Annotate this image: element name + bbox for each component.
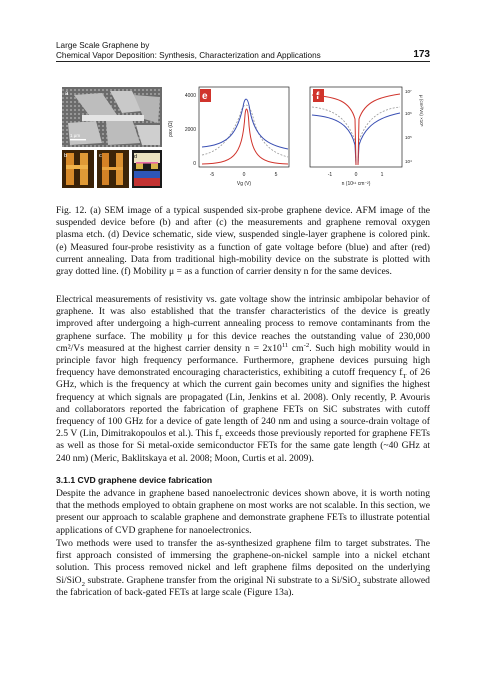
- para3-subscript-2: 2: [357, 580, 361, 588]
- plot-e-ylabel: ρxx (Ω): [168, 120, 174, 137]
- header-title-line2: Chemical Vapor Deposition: Synthesis, Characterization and Applications: [56, 51, 321, 60]
- scale-bar-label: 1 μm: [70, 133, 81, 138]
- header-title-line1: Large Scale Graphene by: [56, 41, 150, 50]
- afm-image-panel-c: [97, 150, 129, 188]
- plot-f-ytick-1: 10⁶: [405, 111, 412, 116]
- para1-exponent-2: -2: [303, 341, 310, 349]
- para1-subscript-2: T: [218, 434, 223, 442]
- plot-f-ylabel: μ (cm²/Vs) ×10⁵: [419, 95, 424, 127]
- plot-f-ytick-0: 10⁷: [405, 89, 412, 94]
- para1-text-d: of 26 GHz, which is the frequency at which the current gain becomes unity and signifies the highest frequency at which signals are propagated (Lin, Jenkins et al. 2008). Only recently, P. Avouris and collaborators reported the fabrication of graphene FETs on SiC substrates with cutoff frequency of 100 GHz for a device of gate length of 240 nm and using a source-drain voltage of 2.5 V (Lin, Dimitrakopoulos et al.). This f: [56, 367, 430, 440]
- para1-exponent-1: 11: [281, 341, 289, 349]
- sem-label-d: d: [134, 154, 138, 160]
- plot-e-xtick-0: 0: [242, 172, 246, 178]
- body-paragraph-2: Despite the advance in graphene based nanoelectronic devices shown above, it is worth noting that the methods employed to obtain graphene on most works are not scalable. In this section, we present our approach to scalable graphene and demonstrate graphene FETs to illustrate potential applications of CVD graphene for nanoelectronics.: [56, 488, 430, 536]
- plot-e-xtick-5: 5: [274, 172, 278, 178]
- header-rule: [56, 61, 430, 62]
- plot-e-curve-before: [202, 99, 288, 149]
- running-header: [56, 41, 430, 61]
- sem-label-b: b: [64, 153, 68, 159]
- body-paragraph-1: [56, 294, 430, 465]
- page-number: 173: [413, 49, 430, 60]
- sem-label-a: a: [65, 91, 69, 97]
- plot-e-resistivity: [168, 87, 289, 187]
- panel-label-e: e: [202, 91, 208, 102]
- figure-caption: Fig. 12. (a) SEM image of a typical suspended six-probe graphene device. AFM image of the suspended device before (b) and after (c) the measurements and graphene removal oxygen plasma etch. (d) Device schematic, side view, suspended single-layer graphene is colored pink. (e) Measured four-probe resistivity as a function of gate voltage before (blue) and after (red) current annealing. Data from traditional high-mobility device on the substrate is plotted with gray dotted line. (f) Mobility μ = as a function of carrier density n for the same devices.: [56, 205, 430, 278]
- figure-12: [62, 85, 434, 193]
- para3-text-c: substrate allowed the fabrication of back-gated FETs at large scale (Figure 13a).: [56, 574, 430, 598]
- para1-text-e: exceeds those previously reported for graphene FETs as well as those for Si metal-oxide semiconductor FETs for the same gate length (~40 GHz at 240 nm) (Meric, Baklitskaya et al. 2008; Moon, Curtis et al. 2009).: [56, 428, 430, 464]
- plot-e-ytick-2000: 2000: [184, 127, 196, 133]
- plot-f-ytick-3: 10⁴: [405, 159, 412, 164]
- plot-e-curve-after: [202, 109, 288, 164]
- plot-e-xlabel: Vg (V): [236, 181, 252, 187]
- para1-subscript-1: T: [402, 373, 407, 381]
- para1-text-c: . Such high mobility would in principle favor high frequency performance. Furthermore, graphene devices pursuing high frequency have demonstrated encouraging characteristics, exhibiting a cutoff frequency f: [56, 342, 430, 379]
- para3-text-b: substrate. Graphene transfer from the original Ni substrate to a Si/SiO: [84, 574, 358, 586]
- para3-text-a: Two methods were used to transfer the as-synthesized graphene film to target substrates. The first approach consisted of immersing the graphene-on-nickel sample into a nickel etchant solution. This process removed nickel and left graphene films deposited on the underlying Si/SiO: [56, 538, 430, 586]
- plot-e-ytick-4000: 4000: [184, 93, 196, 99]
- body-paragraph-3: [56, 538, 430, 599]
- plot-f-xlabel: n (10¹¹ cm⁻²): [341, 181, 371, 187]
- para1-text-b: cm: [288, 342, 304, 354]
- plot-f-xtick-1: 1: [380, 172, 384, 178]
- sem-image-panel-a: [62, 87, 162, 147]
- sem-label-c: c: [99, 153, 102, 159]
- plot-e-ytick-0: 0: [193, 161, 196, 167]
- panel-label-f: f: [316, 91, 320, 102]
- afm-image-panel-b: [62, 150, 94, 188]
- plot-f-ytick-2: 10⁵: [405, 135, 412, 140]
- plot-f-mobility: [310, 87, 424, 187]
- plot-e-xtick-neg5: -5: [209, 172, 215, 178]
- para1-text-a: Electrical measurements of resistivity vs. gate voltage show the intrinsic ambipolar behavior of graphene. It was also established that the transfer characteristics of the device is greatly improved after undergoing a high-current annealing process to remove contaminants from the graphene surface. The mobility μ for this device reaches the outstanding value of 230,000 cm²/Vs measured at the highest carrier density n = 2x10: [56, 294, 430, 354]
- para3-subscript-1: 2: [81, 580, 85, 588]
- plot-f-curve-after: [312, 94, 400, 165]
- plot-f-xtick-neg1: -1: [327, 172, 333, 178]
- section-heading: 3.1.1 CVD graphene device fabrication: [56, 475, 213, 485]
- device-schematic-panel-d: [132, 150, 162, 188]
- plot-f-xtick-0: 0: [354, 172, 358, 178]
